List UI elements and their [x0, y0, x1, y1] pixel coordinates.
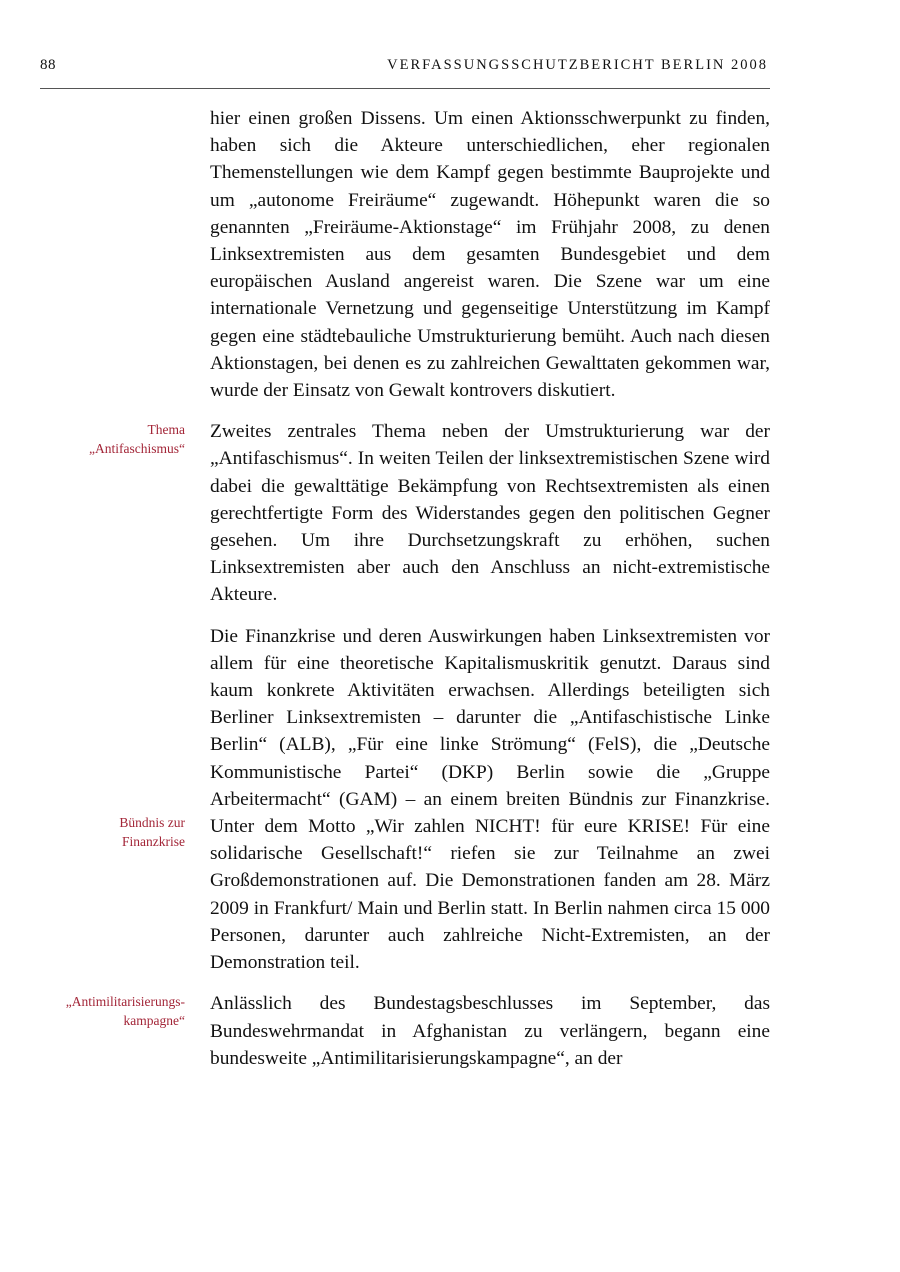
- body-paragraph: Die Finanzkrise und deren Auswirkungen haben Linksextremisten vor allem für eine theoretische Kapitalismuskritik genutzt. Daraus sind kaum konkrete Aktivitäten erwachsen. Allerdings beteiligten sich Berliner Linksextremisten – darunter die „Antifaschistische Linke Berlin“ (ALB), „Für eine linke Strömung“ (FelS), die „Deutsche Kommunistische Partei“ (DKP) Berlin sowie die „Gruppe Arbeitermacht“ (GAM) – an einem breiten Bündnis zur Finanzkrise. Unter dem Motto „Wir zahlen NICHT! für eure KRISE! Für eine solidarische Gesellschaft!“ riefen sie zur Teilnahme an zwei Großdemonstrationen auf. Die Demonstrationen fanden am 28. März 2009 in Frankfurt/ Main und Berlin statt. In Berlin nahmen circa 15 000 Personen, darunter auch zahlreiche Nicht-Extremisten, an der Demonstration teil.: [210, 625, 770, 974]
- text-block: [40, 623, 770, 977]
- marginal-note-finanzkrise: Bündnis zur Finanzkrise: [119, 814, 185, 849]
- body-paragraph: Zweites zentrales Thema neben der Umstrukturierung war der „Antifaschismus“. In weiten Teilen der linksextremistischen Szene wird dabei die gewalttätige Bekämpfung von Rechtsextremisten als einen gerechtfertigte Form des Widerstandes gegen den politischen Gegner gesehen. Um ihre Durchsetzungskraft zu erhöhen, suchen Linksextremisten aber auch den Anschluss an nicht-extremistische Akteure.: [210, 421, 770, 606]
- page-number: 88: [40, 57, 56, 73]
- page-body: [40, 105, 770, 1072]
- body-paragraph: hier einen großen Dissens. Um einen Aktionsschwerpunkt zu finden, haben sich die Akteure unterschiedlichen, eher regionalen Themenstellungen wie dem Kampf gegen bestimmte Bauprojekte und um „autonome Freiräume“ zugewandt. Höhepunkt waren die so genannten „Freiräume-Aktionstage“ im Frühjahr 2008, zu denen Linksextremisten aus dem gesamten Bundesgebiet und dem europäischen Ausland angereist waren. Die Szene war um eine internationale Vernetzung und gegenseitige Unterstützung im Kampf gegen eine städtebauliche Umstrukturierung bemüht. Auch nach diesen Aktionstagen, bei denen es zu zahlreichen Gewalttaten gekommen war, wurde der Einsatz von Gewalt kontrovers diskutiert.: [210, 108, 770, 402]
- marginal-note-antimilitarisierungskampagne: „Antimilitarisierungs- kampagne“: [65, 994, 185, 1029]
- page-running-head: [40, 58, 770, 89]
- text-block: [40, 990, 770, 1072]
- text-block: [40, 418, 770, 608]
- running-title: VERFASSUNGSSCHUTZBERICHT BERLIN 2008: [387, 57, 768, 73]
- body-paragraph: Anlässlich des Bundestagsbeschlusses im September, das Bundeswehrmandat in Afghanistan zu verlängern, begann eine bundesweite „Antimilitarisierungskampagne“, an der: [210, 993, 770, 1069]
- marginal-note-antifaschismus: Thema „Antifaschismus“: [89, 422, 185, 457]
- text-block: [40, 105, 770, 404]
